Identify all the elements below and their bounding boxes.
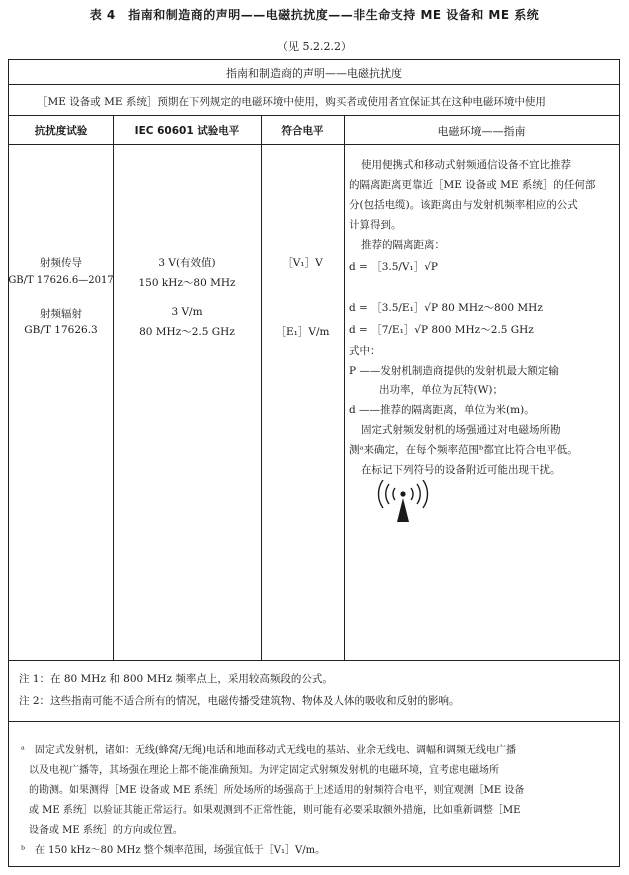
table-title: 表 4 指南和制造商的声明——电磁抗扰度——非生命支持 ME 设备和 ME 系统 — [89, 8, 540, 22]
guidance-line: d ——推荐的隔离距离，单位为米(m)。 — [349, 404, 535, 416]
footnote-a: ᵃ 固定式发射机，诸如：无线(蜂窝/无绳)电话和地面移动式无线电的基站、业余无线电、调幅和调频无线电广播 — [21, 745, 517, 756]
guidance-formula: d = ［7/E₁］√P 800 MHz～2.5 GHz — [349, 324, 534, 336]
guidance-line: 固定式射频发射机的场强通过对电磁场所勘 — [361, 424, 561, 436]
footnote-b: ᵇ 在 150 kHz～80 MHz 整个频率范围，场强宜低于［V₁］V/m。 — [21, 845, 326, 856]
range-conducted: 150 kHz～80 MHz — [138, 277, 236, 289]
test-standard-conducted: GB/T 17626.6—2017 — [8, 275, 114, 286]
guidance-line: 的隔离距离更靠近［ME 设备或 ME 系统］的任何部 — [349, 179, 596, 191]
test-name-conducted: 射频传导 — [40, 257, 82, 269]
header-guidance: 电磁环境——指南 — [437, 125, 526, 138]
column-divider — [113, 115, 114, 660]
guidance-line: 推荐的隔离距离： — [361, 239, 445, 251]
compliance-radiated: ［E₁］V/m — [275, 326, 330, 338]
header-immunity-test: 抗扰度试验 — [34, 125, 88, 137]
guidance-line: 使用便携式和移动式射频通信设备不宜比推荐 — [361, 159, 571, 171]
rule — [9, 660, 619, 661]
guidance-line: 在标记下列符号的设备附近可能出现干扰。 — [361, 464, 561, 476]
guidance-line: 测ᵃ来确定，在每个频率范围ᵇ都宜比符合电平低。 — [349, 444, 578, 456]
level-radiated: 3 V/m — [171, 306, 203, 318]
test-standard-radiated: GB/T 17626.3 — [24, 324, 98, 336]
guidance-line: 计算得到。 — [349, 219, 402, 231]
rule — [9, 721, 619, 722]
column-divider — [261, 115, 262, 660]
declaration-table — [8, 59, 620, 867]
footnote-a-line: 设备或 ME 系统］的方向或位置。 — [29, 825, 183, 836]
table-caption: 指南和制造商的声明——电磁抗扰度 — [226, 67, 402, 80]
table-intro: ［ME 设备或 ME 系统］预期在下列规定的电磁环境中使用，购买者或使用者宜保证其在这种电磁环境中使用 — [37, 96, 546, 108]
note-1: 注 1：在 80 MHz 和 800 MHz 频率点上，采用较高频段的公式。 — [19, 673, 333, 685]
guidance-line: 出功率，单位为瓦特(W)； — [379, 384, 503, 396]
test-name-radiated: 射频辐射 — [40, 308, 82, 320]
guidance-formula: d = ［3.5/V₁］√P — [349, 261, 438, 273]
footnote-a-line: 的勘测。如果测得［ME 设备或 ME 系统］所处场所的场强高于上述适用的射频符合电平，则宜观测［ME 设备 — [29, 785, 525, 796]
guidance-text — [349, 60, 617, 660]
footnote-a-line: 或 ME 系统］以验证其能正常运行。如果观测到不正常性能，则可能有必要采取额外措施，比如重新调整［ME — [29, 805, 521, 816]
header-test-level: IEC 60601 试验电平 — [134, 125, 240, 137]
footnote-a-line: 以及电视广播等，其场强在理论上都不能准确预知。为评定固定式射频发射机的电磁环境，宜考虑电磁场所 — [29, 765, 499, 776]
guidance-formula: d = ［3.5/E₁］√P 80 MHz～800 MHz — [349, 302, 543, 314]
table-subtitle: （见 5.2.2.2） — [277, 40, 352, 53]
note-2: 注 2：这些指南可能不适合所有的情况，电磁传播受建筑物、物体及人体的吸收和反射的影响。 — [19, 695, 460, 707]
range-radiated: 80 MHz～2.5 GHz — [139, 326, 235, 338]
guidance-line: P ——发射机制造商提供的发射机最大额定输 — [349, 365, 559, 377]
radiation-warning-icon — [373, 480, 433, 530]
column-divider — [344, 115, 345, 660]
level-conducted: 3 V(有效值) — [158, 257, 216, 269]
compliance-conducted: ［V₁］V — [282, 257, 323, 269]
header-compliance-level: 符合电平 — [281, 125, 324, 137]
guidance-line: 式中： — [349, 345, 381, 357]
guidance-line: 分(包括电缆)。该距离由与发射机频率相应的公式 — [349, 199, 578, 211]
